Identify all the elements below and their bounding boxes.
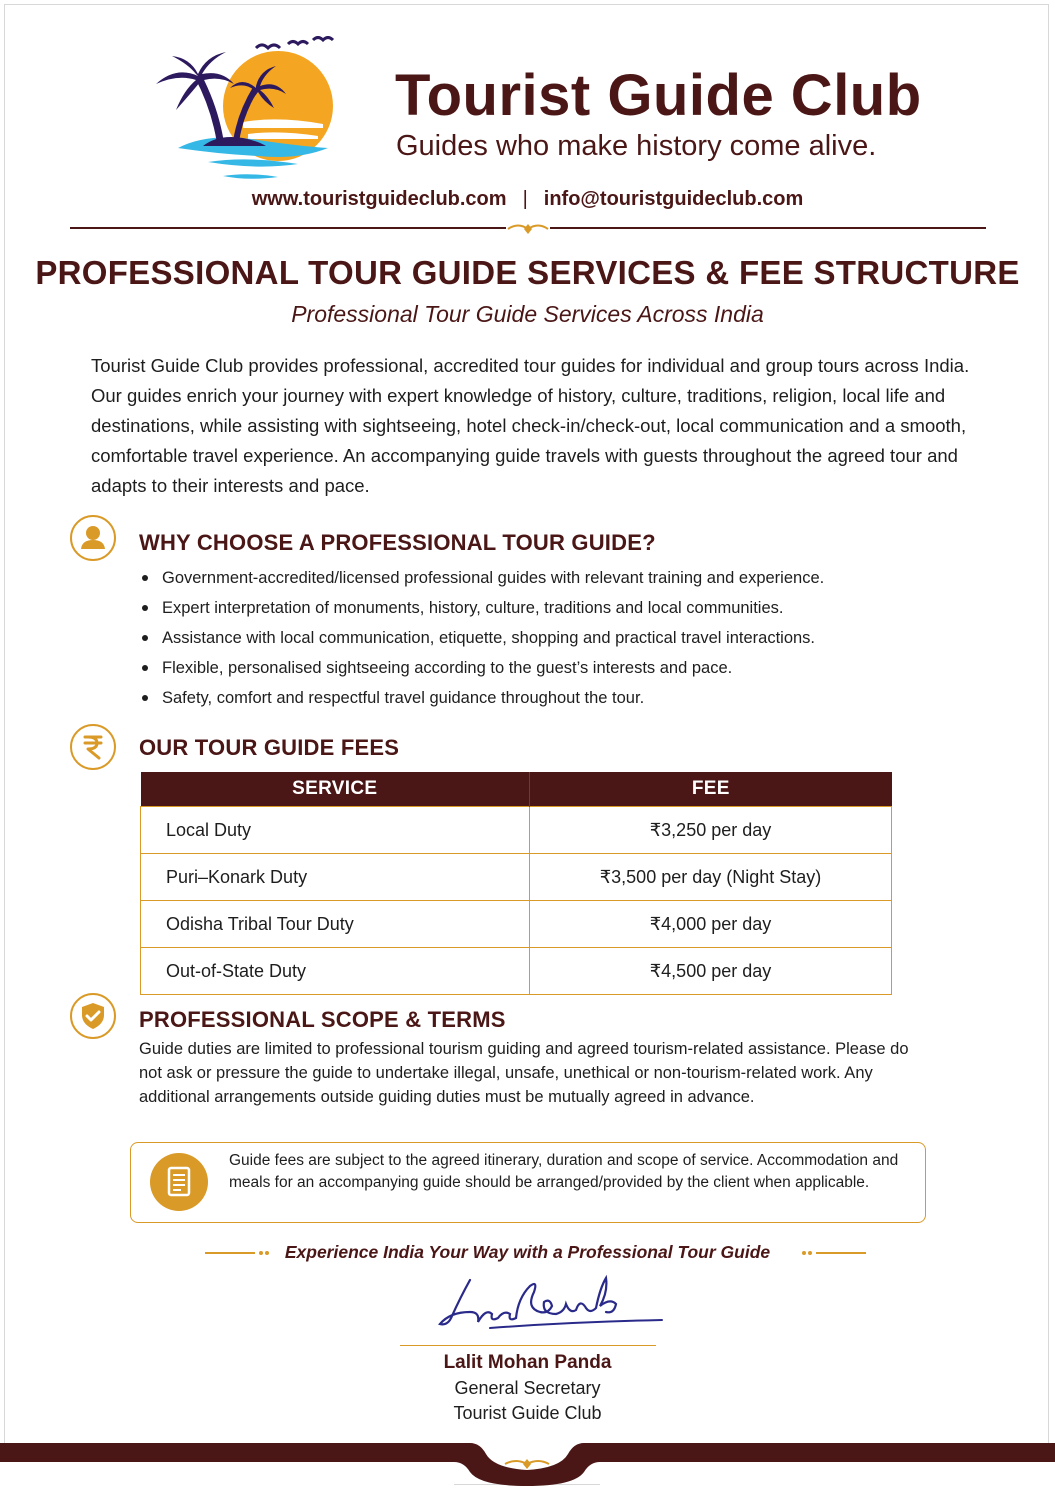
intro-paragraph: Tourist Guide Club provides professional, accredited tour guides for individual and group tours across India. Our guides enrich your journey with expert knowledge of history, culture, traditions, religion, local life and destinations, while assisting with sightseeing, hotel check-in/check-out, local communication and a smooth, comfortable travel experience. An accompanying guide travels with guests throughout the agreed tour and adapts to their interests and pace. — [91, 355, 970, 496]
signature-line — [400, 1345, 656, 1346]
why-heading: WHY CHOOSE A PROFESSIONAL TOUR GUIDE? — [139, 530, 656, 555]
table-row — [141, 854, 892, 901]
terms-heading: PROFESSIONAL SCOPE & TERMS — [139, 1007, 506, 1032]
document-icon — [150, 1153, 208, 1211]
service-cell: Out-of-State Duty — [141, 948, 530, 995]
service-cell: Local Duty — [141, 807, 530, 854]
fee-cell: ₹4,000 per day — [530, 901, 892, 948]
table-row — [141, 948, 892, 995]
fee-cell: ₹3,500 per day (Night Stay) — [530, 854, 892, 901]
fees-heading: OUR TOUR GUIDE FEES — [139, 735, 400, 760]
fee-cell: ₹4,500 per day — [530, 948, 892, 995]
table-row — [141, 807, 892, 854]
closing-tagline: Experience India Your Way with a Professional Tour Guide — [284, 1242, 771, 1262]
service-cell: Odisha Tribal Tour Duty — [141, 901, 530, 948]
rupee-icon — [70, 724, 116, 770]
table-header-row — [141, 772, 892, 807]
footer-band — [0, 1440, 1055, 1491]
website-link[interactable]: www.touristguideclub.com — [251, 188, 507, 210]
signatory-organization: Tourist Guide Club — [453, 1403, 602, 1423]
table-row — [141, 901, 892, 948]
document-title: PROFESSIONAL TOUR GUIDE SERVICES & FEE STRUCTURE — [35, 254, 1020, 291]
brand-tagline: Guides who make history come alive. — [396, 130, 877, 162]
document-subtitle: Professional Tour Guide Services Across India — [291, 301, 764, 327]
list-item: Flexible, personalised sightseeing according to the guest’s interests and pace. — [140, 656, 940, 686]
signatory-role: General Secretary — [454, 1378, 601, 1398]
list-item: Safety, comfort and respectful travel guidance throughout the tour. — [140, 686, 940, 716]
list-item: Expert interpretation of monuments, history, culture, traditions and local communities. — [140, 596, 940, 626]
list-item: Government-accredited/licensed professional guides with relevant training and experience. — [140, 566, 940, 596]
note-text: Guide fees are subject to the agreed itinerary, duration and scope of service. Accommodation and meals for an accompanying guide should be arranged/provided by the client when applicable. — [229, 1152, 899, 1191]
divider-ornament — [506, 220, 550, 238]
signatory-name: Lalit Mohan Panda — [443, 1352, 612, 1373]
column-header-service: SERVICE — [141, 772, 530, 807]
column-header-fee: FEE — [530, 772, 892, 807]
person-icon — [70, 515, 116, 561]
list-item: Assistance with local communication, etiquette, shopping and practical travel interactions. — [140, 626, 940, 656]
email-link[interactable]: info@touristguideclub.com — [543, 188, 804, 210]
handwritten-signature — [430, 1268, 670, 1338]
why-list — [140, 566, 940, 716]
fees-table — [140, 772, 892, 995]
logo-palm-sunset — [148, 36, 363, 186]
contact-separator: | — [522, 188, 528, 210]
brand-name: Tourist Guide Club — [395, 63, 922, 128]
fee-cell: ₹3,250 per day — [530, 807, 892, 854]
tagline-ornament-right — [800, 1247, 866, 1259]
contact-line — [0, 188, 1055, 211]
terms-paragraph: Guide duties are limited to professional tourism guiding and agreed tourism-related assistance. Please do not ask or pressure the guide to undertake illegal, unsafe, unethical or non-tourism-related work. Any additional arrangements outside guiding duties must be mutually agreed in advance. — [139, 1040, 909, 1106]
service-cell: Puri–Konark Duty — [141, 854, 530, 901]
shield-check-icon — [70, 993, 116, 1039]
